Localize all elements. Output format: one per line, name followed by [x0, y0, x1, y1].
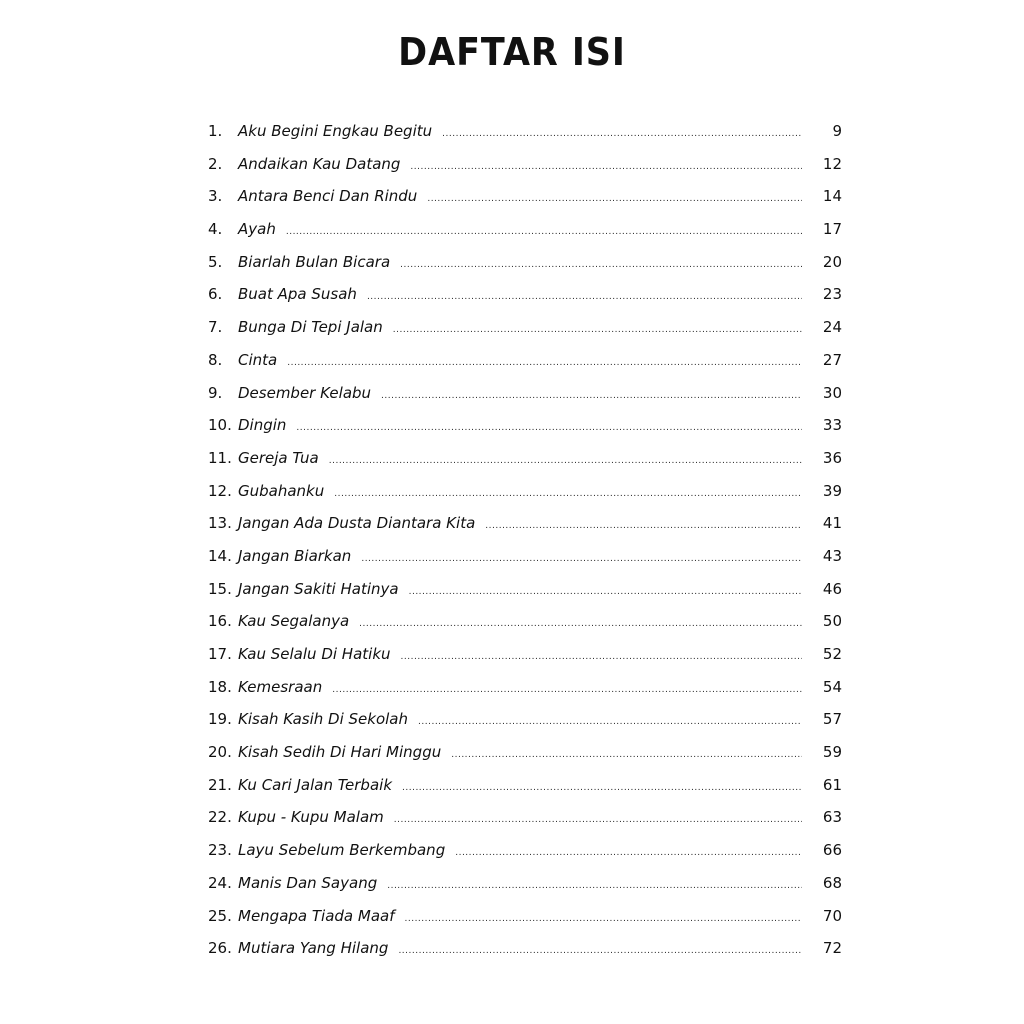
entry-number: 26.: [208, 939, 232, 958]
dot-leader: [286, 227, 802, 237]
entry-title: Jangan Biarkan: [238, 546, 352, 565]
dot-leader: [418, 717, 802, 727]
dot-leader: [287, 358, 802, 368]
dot-leader: [332, 685, 802, 695]
entry-number: 3.: [208, 187, 223, 206]
toc-entry: [208, 580, 844, 613]
entry-title: Mengapa Tiada Maaf: [238, 906, 395, 925]
dot-leader: [455, 848, 802, 858]
entry-page-number: 17: [822, 220, 842, 239]
dot-leader: [394, 815, 802, 825]
entry-title: Bunga Di Tepi Jalan: [238, 318, 383, 337]
entry-page-number: 61: [822, 775, 842, 794]
entry-page-number: 66: [822, 841, 842, 860]
toc-entry: [208, 384, 844, 417]
entry-page-number: 23: [822, 285, 842, 304]
entry-page-number: 9: [832, 122, 842, 140]
entry-number: 10.: [208, 416, 232, 435]
entry-page-number: 36: [822, 448, 842, 467]
entry-title: Kau Segalanya: [238, 612, 350, 631]
toc-entry: [208, 187, 844, 220]
entry-title: Biarlah Bulan Bicara: [238, 252, 391, 271]
toc-entry: [208, 351, 844, 384]
toc-entry: [208, 482, 844, 515]
entry-page-number: 33: [822, 416, 842, 435]
entry-page-number: 27: [822, 350, 842, 369]
dot-leader: [401, 652, 802, 662]
entry-page-number: 24: [822, 318, 842, 337]
entry-number: 13.: [208, 514, 232, 533]
toc-entry: [208, 220, 844, 253]
entry-page-number: 30: [822, 383, 842, 402]
entry-number: 7.: [208, 318, 223, 337]
entry-number: 23.: [208, 841, 232, 860]
entry-number: 9.: [208, 383, 223, 402]
entry-page-number: 43: [822, 546, 842, 565]
dot-leader: [410, 162, 802, 172]
entry-number: 19.: [208, 710, 232, 729]
entry-page-number: 68: [822, 873, 842, 892]
entry-title: Layu Sebelum Berkembang: [238, 841, 446, 860]
dot-leader: [381, 391, 802, 401]
entry-number: 8.: [208, 350, 223, 369]
entry-title: Kisah Sedih Di Hari Minggu: [238, 743, 442, 762]
toc-entry: [208, 874, 844, 907]
entry-title: Kau Selalu Di Hatiku: [238, 645, 391, 663]
entry-number: 5.: [208, 252, 223, 271]
entry-number: 2.: [208, 154, 223, 173]
entry-title: Gubahanku: [238, 481, 325, 500]
toc-entry: [208, 645, 844, 678]
entry-number: 18.: [208, 677, 232, 696]
entry-page-number: 12: [822, 154, 842, 173]
entry-page-number: 57: [822, 710, 842, 729]
toc-entry: [208, 416, 844, 449]
dot-leader: [361, 554, 802, 564]
toc-entry: [208, 939, 844, 972]
entry-title: Jangan Ada Dusta Diantara Kita: [238, 514, 476, 533]
dot-leader: [451, 750, 802, 760]
toc-entry: [208, 743, 844, 776]
dot-leader: [400, 260, 802, 270]
entry-page-number: 50: [822, 612, 842, 631]
entry-number: 17.: [208, 645, 232, 663]
entry-number: 12.: [208, 481, 232, 500]
dot-leader: [334, 489, 802, 499]
table-of-contents: [208, 122, 844, 972]
entry-page-number: 72: [822, 939, 842, 958]
entry-page-number: 59: [822, 743, 842, 762]
entry-title: Mutiara Yang Hilang: [238, 939, 389, 958]
entry-title: Ayah: [238, 220, 276, 239]
dot-leader: [398, 946, 802, 956]
entry-title: Antara Benci Dan Rindu: [238, 187, 418, 206]
toc-entry: [208, 318, 844, 351]
entry-title: Andaikan Kau Datang: [238, 154, 401, 173]
dot-leader: [402, 783, 802, 793]
entry-number: 25.: [208, 906, 232, 925]
toc-entry: [208, 122, 844, 155]
entry-title: Ku Cari Jalan Terbaik: [238, 775, 392, 794]
entry-page-number: 39: [822, 481, 842, 500]
toc-entry: [208, 285, 844, 318]
entry-title: Kemesraan: [238, 677, 323, 696]
entry-number: 6.: [208, 285, 223, 304]
entry-title: Aku Begini Engkau Begitu: [238, 122, 433, 140]
entry-number: 21.: [208, 775, 232, 794]
entry-title: Buat Apa Susah: [238, 285, 357, 304]
entry-number: 24.: [208, 873, 232, 892]
toc-entry: [208, 907, 844, 940]
entry-number: 16.: [208, 612, 232, 631]
dot-leader: [387, 881, 802, 891]
dot-leader: [367, 292, 802, 302]
toc-entry: [208, 678, 844, 711]
toc-entry: [208, 808, 844, 841]
toc-entry: [208, 514, 844, 547]
toc-entry: [208, 776, 844, 809]
dot-leader: [442, 129, 802, 139]
entry-title: Kupu - Kupu Malam: [238, 808, 384, 827]
entry-page-number: 63: [822, 808, 842, 827]
dot-leader: [485, 521, 802, 531]
entry-title: Dingin: [238, 416, 287, 435]
toc-entry: [208, 710, 844, 743]
dot-leader: [393, 325, 802, 335]
entry-page-number: 70: [822, 906, 842, 925]
dot-leader: [404, 914, 802, 924]
entry-title: Jangan Sakiti Hatinya: [238, 579, 399, 598]
entry-page-number: 52: [822, 645, 842, 663]
entry-title: Desember Kelabu: [238, 383, 372, 402]
dot-leader: [296, 423, 802, 433]
entry-number: 22.: [208, 808, 232, 827]
entry-number: 4.: [208, 220, 223, 239]
toc-entry: [208, 155, 844, 188]
entry-page-number: 14: [822, 187, 842, 206]
dot-leader: [427, 194, 802, 204]
toc-entry: [208, 253, 844, 286]
entry-title: Manis Dan Sayang: [238, 873, 378, 892]
entry-number: 15.: [208, 579, 232, 598]
toc-entry: [208, 449, 844, 482]
entry-number: 20.: [208, 743, 232, 762]
toc-entry: [208, 612, 844, 645]
entry-number: 11.: [208, 448, 232, 467]
entry-title: Kisah Kasih Di Sekolah: [238, 710, 409, 729]
entry-number: 1.: [208, 122, 223, 140]
entry-number: 14.: [208, 546, 232, 565]
entry-title: Gereja Tua: [238, 448, 319, 467]
toc-entry: [208, 841, 844, 874]
entry-page-number: 20: [822, 252, 842, 271]
dot-leader: [409, 587, 802, 597]
page-title: DAFTAR ISI: [398, 30, 626, 74]
dot-leader: [359, 619, 802, 629]
entry-page-number: 54: [822, 677, 842, 696]
entry-page-number: 46: [822, 579, 842, 598]
toc-entry: [208, 547, 844, 580]
entry-title: Cinta: [238, 350, 278, 369]
entry-page-number: 41: [822, 514, 842, 533]
dot-leader: [329, 456, 802, 466]
